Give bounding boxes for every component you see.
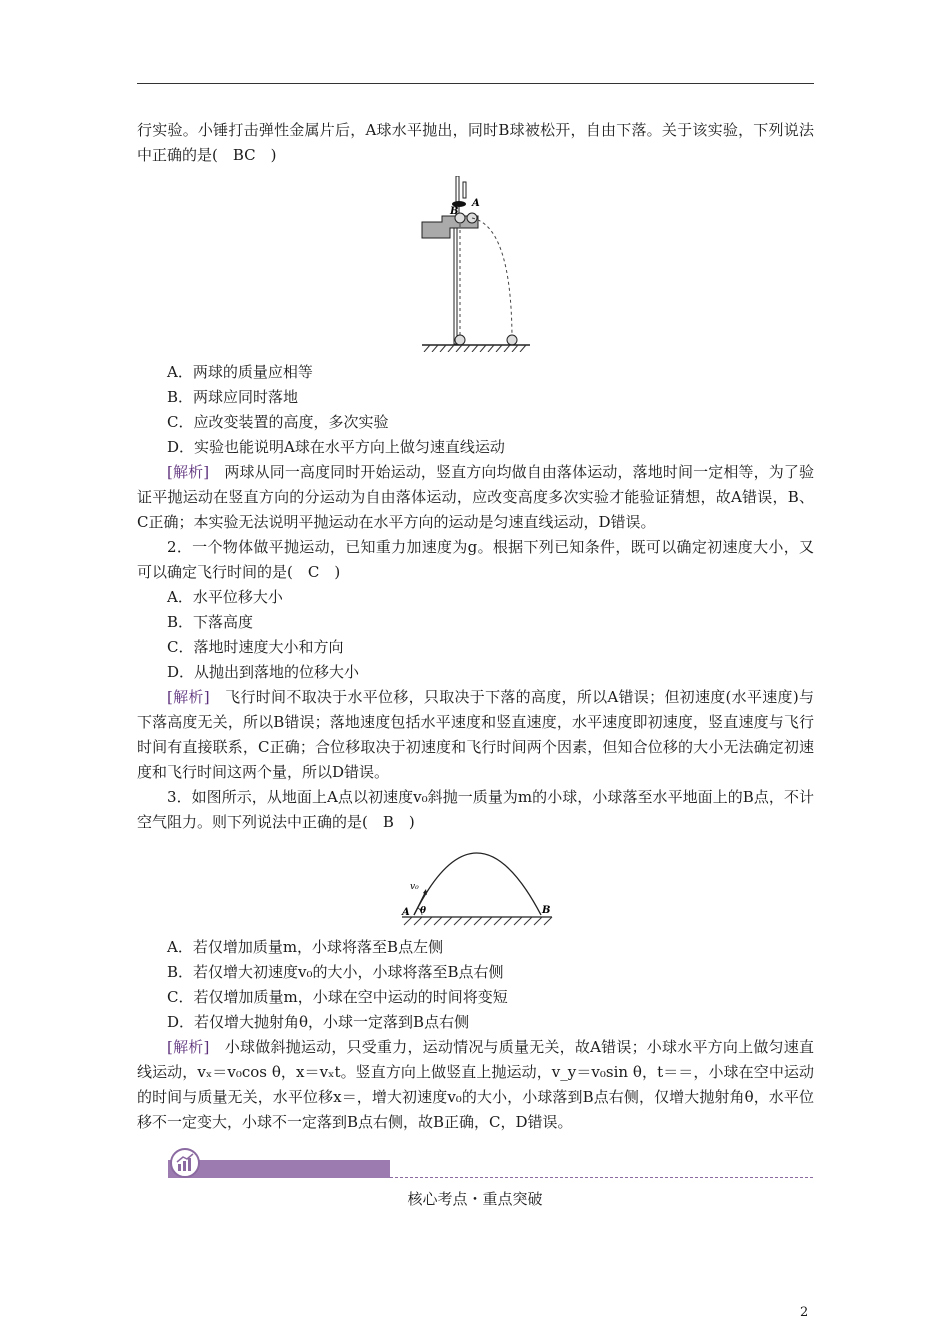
q3-figure xyxy=(396,841,556,929)
q2-option-b: B．下落高度 xyxy=(167,613,254,631)
q1-intro: 行实验。小锤打击弹性金属片后，A球水平抛出，同时B球被松开，自由下落。关于该实验，下列说法中正确的是( BC ) xyxy=(137,121,814,164)
q1-option-c: C．应改变装置的高度，多次实验 xyxy=(167,413,389,431)
q2-option-c: C．落地时速度大小和方向 xyxy=(167,638,344,656)
section-banner xyxy=(168,1148,813,1180)
q3-option-c: C．若仅增加质量m，小球在空中运动的时间将变短 xyxy=(167,988,508,1006)
q3-option-d: D．若仅增大抛射角θ，小球一定落到B点右侧 xyxy=(167,1013,470,1031)
q2-option-d: D．从抛出到落地的位移大小 xyxy=(167,663,360,681)
q1-analysis xyxy=(137,460,814,535)
q2-stem: 2．一个物体做平抛运动，已知重力加速度为g。根据下列已知条件，既可以确定初速度大小，又可以确定飞行时间的是( C ) xyxy=(137,538,814,581)
q2-analysis-tag: [解析] xyxy=(167,688,210,706)
section-band xyxy=(168,1160,390,1178)
q1-figure xyxy=(416,176,536,352)
page-number: 2 xyxy=(800,1305,809,1320)
section-title: 核心考点・重点突破 xyxy=(407,1190,543,1208)
q1-label-a: A xyxy=(471,198,480,209)
q3-option-b: B．若仅增大初速度v₀的大小，小球将落至B点右侧 xyxy=(167,963,504,981)
q3-option-a: A．若仅增加质量m，小球将落至B点左侧 xyxy=(167,938,444,956)
header-rule xyxy=(137,83,814,84)
q3-label-a: A xyxy=(401,907,410,918)
q2-analysis-text: 飞行时间不取决于水平位移，只取决于下落的高度，所以A错误；但初速度(水平速度)与下落高度无关，所以B错误；落地速度包括水平速度和竖直速度，水平速度即初速度，竖直速度与飞行时间有直接联系，C正确；合位移取决于初速度和飞行时间两个因素，但知合位移的大小无法确定初速度和飞行时间这两个量，所以D错误。 xyxy=(137,688,814,781)
q1-option-d: D．实验也能说明A球在水平方向上做匀速直线运动 xyxy=(167,438,505,456)
q3-label-b: B xyxy=(541,905,550,916)
q3-analysis-text: 小球做斜抛运动，只受重力，运动情况与质量无关，故A错误；小球水平方向上做匀速直线运动，vₓ＝v₀cos θ，x＝vₓt。竖直方向上做竖直上抛运动，v_y＝v₀sin θ，t＝＝，小球在空中运动的时间与质量无关，水平位移x＝，增大初速度v₀的大小，小球落到B点右侧，仅增大抛射角θ，水平位移不一定变大，小球不一定落到B点右侧，故B正确，C，D错误。 xyxy=(137,1038,814,1131)
q3-stem: 3．如图所示，从地面上A点以初速度v₀斜抛一质量为m的小球，小球落至水平地面上的B点，不计空气阻力。则下列说法中正确的是( B ) xyxy=(137,788,814,831)
q3-analysis xyxy=(137,1035,814,1135)
section-dashed-rule xyxy=(390,1177,813,1178)
q1-option-b: B．两球应同时落地 xyxy=(167,388,299,406)
q3-label-v0: v₀ xyxy=(409,882,419,892)
q2-option-a: A．水平位移大小 xyxy=(167,588,283,606)
q3-analysis-tag: [解析] xyxy=(167,1038,210,1056)
q1-label-b: B xyxy=(449,206,458,217)
chart-icon xyxy=(170,1148,200,1178)
q3-label-theta: θ xyxy=(419,906,426,916)
page-content xyxy=(137,118,814,1135)
q1-analysis-tag: [解析] xyxy=(167,463,210,481)
q1-option-a: A．两球的质量应相等 xyxy=(167,363,313,381)
q1-analysis-text: 两球从同一高度同时开始运动，竖直方向均做自由落体运动，落地时间一定相等，为了验证平抛运动在竖直方向的分运动为自由落体运动，应改变高度多次实验才能验证猜想，故A错误，B、C正确；本实验无法说明平抛运动在水平方向的运动是匀速直线运动，D错误。 xyxy=(137,463,814,531)
q2-analysis xyxy=(137,685,814,785)
